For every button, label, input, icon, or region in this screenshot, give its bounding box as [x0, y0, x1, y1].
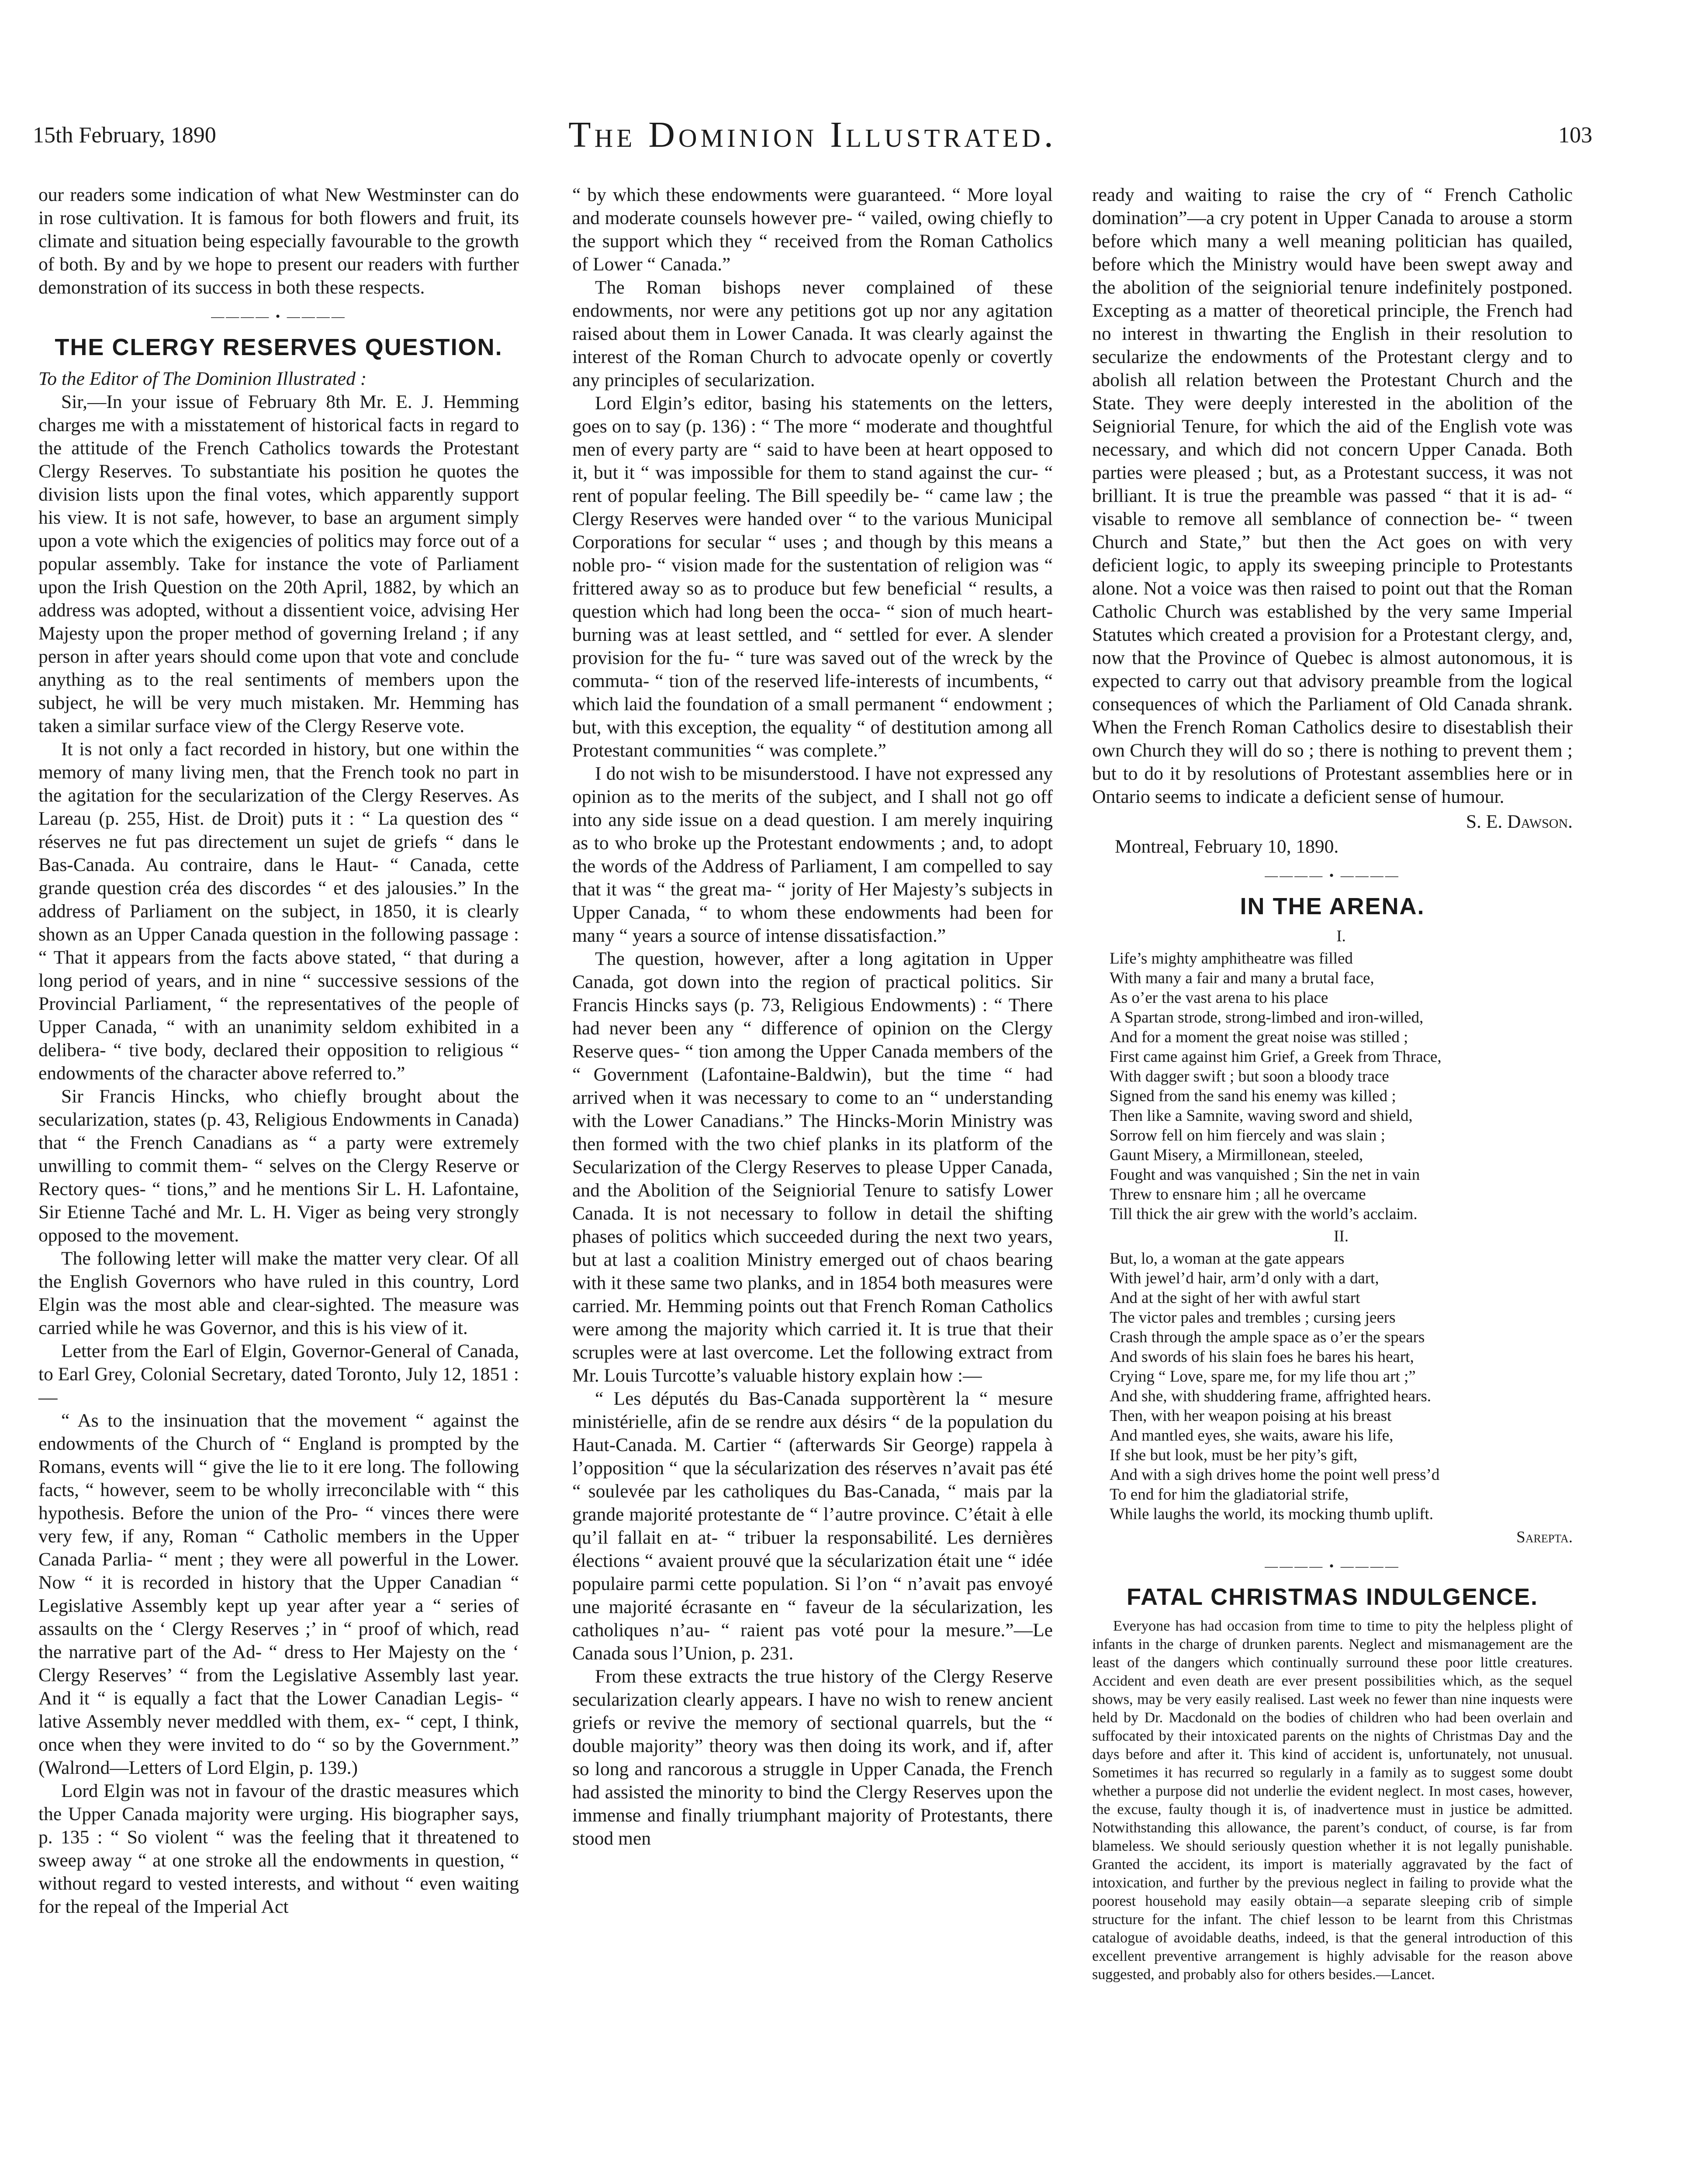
clergy-paragraph: Sir,—In your issue of February 8th Mr. E. J. Hemming charges me with a misstatement of historical facts in regard to the attitude of the French Catholics towards the Protestant Clergy Reserves. To substantiate his position he quotes the division lists upon the final votes, which apparently support his view. It is not safe, however, to base an argument simply upon a vote which the exigencies of politics may force out of a popular assembly. Take for instance the vote of Parliament upon the Irish Question on the 20th April, 1882, by which an address was adopted, without a dissentient voice, advising Her Majesty upon the proper method of governing Ireland ; if any person in after years should come upon that vote and conclude anything as to the real sentiments of members upon the subject, he will be very much mistaken. Mr. Hemming has taken a similar surface view of the Clergy Reserve vote.: [38, 391, 519, 736]
poem-line: Gaunt Misery, a Mirmillonean, steeled,: [1110, 1146, 1363, 1164]
clergy-salutation: To the Editor of The Dominion Illustrated :: [38, 368, 367, 389]
poem-line: A Spartan strode, strong-limbed and iron-willed,: [1110, 1009, 1424, 1026]
poem-line: As o’er the vast arena to his place: [1110, 989, 1328, 1007]
column-2: [572, 183, 1053, 1850]
christmas-article: [1092, 1617, 1573, 1984]
clergy-paragraph: The question, however, after a long agitation in Upper Canada, got down into the region of practical politics. Sir Francis Hincks says (p. 73, Religious Endowments) : “ There had never been any “ difference of opinion on the Clergy Reserve ques- “ tion among the Upper Canada members of the “ Government (Lafontaine-Baldwin), but the time “ had arrived when it was necessary to come to an “ understanding with the Lower Canadians.” The Hincks-Morin Ministry was then formed with the two chief planks in its platform of the Secularization of the Clergy Reserves to please Upper Canada, and the Abolition of the Seigniorial Tenure to satisfy Lower Canada. It is not necessary to follow in detail the shifting phases of politics which succeeded during the next two years, but at last a coalition Ministry emerged out of chaos bearing with it these same two planks, and in 1854 both measures were carried. Mr. Hemming points out that French Roman Catholics were among the majority which carried it. It is true that their scruples were at last overcome. Let the following extract from Mr. Louis Turcotte’s valuable history explain how :—: [572, 948, 1053, 1386]
section-divider: ———— • ————: [1265, 868, 1400, 883]
masthead: [33, 114, 1592, 162]
intro-paragraph: our readers some indication of what New Westminster can do in rose cultivation. It is famous for both flowers and fruit, its climate and situation being especially favourable to the growth of both. By and by we hope to present our readers with further demonstration of its success in both these respects.: [38, 184, 519, 298]
poem-line: With jewel’d hair, arm’d only with a dart,: [1110, 1269, 1379, 1287]
clergy-paragraph: From these extracts the true history of the Clergy Reserve secularization clearly appears. I have no wish to renew ancient griefs or revive the memory of sectional quarrels, but the “ double majority” theory was then doing its work, and if, after so long and rancorous a struggle in Upper Canada, the French had assisted the minority to bind the Clergy Reserves upon the immense and finally triumphant majority of Protestants, there stood men: [572, 1666, 1053, 1849]
poem-line: With many a fair and many a brutal face,: [1110, 969, 1374, 987]
poem-line: And at the sight of her with awful start: [1110, 1289, 1360, 1307]
christmas-paragraph: Everyone has had occasion from time to time to pity the helpless plight of infants in the charge of drunken parents. Neglect and mismanagement are the least of the dangers which continually surround these poor little creatures. Accident and even death are ever present possibilities which, as the sequel shows, may be very easily realised. Last week no fewer than nine inquests were held by Dr. Macdonald on the bodies of children who had been overlain and suffocated by their intoxicated parents on the nights of Christmas Day and the days before and after it. This kind of accident is, unfortunately, not unusual. Sometimes it has recurred so regularly in a family as to suggest some doubt whether a purpose did not underlie the evident neglect. In most cases, however, the excuse, faulty though it is, of inadvertence must in justice be admitted. Notwithstanding this allowance, the parent’s conduct, of course, is far from blameless. We should seriously question whether it is not legally punishable. Granted the accident, its import is materially aggravated by the fact of intoxication, and further by the previous neglect in failing to provide what the poorest household may easily obtain—a separate sleeping crib of simple structure for the infant. The chief lesson to be learnt from this Christmas catalogue of avoidable deaths, indeed, is that the general introduction of this excellent preventive arrangement is highly advisable for the reason above suggested, and probably also for others besides.—Lancet.: [1092, 1618, 1573, 1983]
clergy-quote: “ As to the insinuation that the movement “ against the endowments of the Church of “ England is prompted by the Romans, events will “ give the lie to it ere long. The following facts, “ however, seem to be wholly irreconcilable with “ this hypothesis. Before the union of the Pro- “ vinces there were very few, if any, Roman “ Catholic members in the Upper Canada Parlia- “ ment ; they were all powerful in the Lower. Now “ it is recorded in history that the Upper Canadian “ Legislative Assembly kept up year after year a “ series of assaults on the ‘ Clergy Reserves ;’ in “ proof of which, read the narrative part of the Ad- “ dress to Her Majesty on the ‘ Clergy Reserves’ “ from the Legislative Assembly last year. And it “ is equally a fact that the Lower Canadian Legis- “ lative Assembly never meddled with them, ex- “ cept, I think, once when they were invited to do “ so by the Government.” (Walrond—Letters of Lord Elgin, p. 139.): [38, 1410, 519, 1778]
clergy-quote: “ by which these endowments were guaranteed. “ More loyal and moderate counsels however pre- “ vailed, owing chiefly to the support which they “ received from the Roman Catholics of Lower “ Canada.”: [572, 184, 1053, 275]
poem-line: Crash through the ample space as o’er the spears: [1110, 1328, 1425, 1346]
arena-heading: IN THE ARENA.: [1240, 893, 1425, 919]
column-1: [38, 183, 519, 1918]
poem-line: Threw to ensnare him ; all he overcame: [1110, 1185, 1366, 1203]
clergy-paragraph: The Roman bishops never complained of these endowments, nor were any petitions got up nor any agitation raised about them in Lower Canada. It was clearly against the interest of the Roman Church to advocate openly or covertly any principles of secularization.: [572, 277, 1053, 390]
clergy-paragraph: The following letter will make the matter very clear. Of all the English Governors who have ruled in this country, Lord Elgin was the most able and clear-sighted. The measure was carried while he was Governor, and this is his view of it.: [38, 1248, 519, 1338]
clergy-paragraph: ready and waiting to raise the cry of “ French Catholic domination”—a cry potent in Upper Canada to arouse a storm before which many a well meaning politician has quailed, before which the Ministry would have been swept away and the abolition of the seigniorial tenure indefinitely postponed. Excepting as a matter of theoretical principle, the French had no interest in thwarting the English in their resolution to secularize the endowments of the Protestant clergy and to abolish all relation between the Protestant Church and the State. They were deeply interested in the abolition of the Seigniorial Tenure, for which the aid of the English vote was necessary, and which did not concern Upper Canada. Both parties were pleased ; but, as a Protestant success, it was not brilliant. It is true the preamble was passed “ that it is ad- “ visable to remove all semblance of connection be- “ tween Church and State,” but then the Act goes on with very deficient logic, to apply its sweeping principle to Protestants alone. Not a voice was then raised to point out that the Roman Catholic Church was established by the very same Imperial Statutes which created a provision for a Protestant clergy, and, now that the Province of Quebec is almost autonomous, it is expected to carry out that advisory preamble from the logical consequences of which the Parliament of Old Canada shrank. When the French Roman Catholics desire to disestablish their own Church they will do so ; there is nothing to prevent them ; but to do it by resolutions of Protestant assemblies here or in Ontario seems to indicate a deficient sense of humour.: [1092, 184, 1573, 807]
poem-line: If she but look, must be her pity’s gift,: [1110, 1446, 1358, 1464]
poem-line: Then like a Samnite, waving sword and shield,: [1110, 1107, 1413, 1125]
section-divider: ———— • ————: [1265, 1559, 1400, 1573]
arena-poem: [1110, 926, 1573, 1524]
page-number: 103: [1558, 123, 1592, 148]
clergy-paragraph: I do not wish to be misunderstood. I have not expressed any opinion as to the merits of the subject, and I shall not go off into any side issue on a dead question. I am merely inquiring as to who broke up the Protestant endowments ; and, to adopt the words of the Address of Parliament, I am compelled to say that it was “ the great ma- “ jority of Her Majesty’s subjects in Upper Canada, “ to whom these endowments had been for many “ years a source of intense dissatisfaction.”: [572, 763, 1053, 946]
issue-date: 15th February, 1890: [33, 123, 216, 148]
clergy-french-quote: “ Les députés du Bas-Canada supportèrent la “ mesure ministérielle, afin de se rendre aux désirs “ de la population du Haut-Canada. M. Cartier “ (afterwards Sir George) rappela à l’opposition “ que la sécularization des réserves n’avait pas été “ soulevée par les catholiques du Bas-Canada, “ mais par la grande majorité protestante de “ l’autre province. C’était à elle qu’il fallait en at- “ tribuer la responsabilité. Les dernières élections “ avaient prouvé que la sécularization était une “ idée populaire parmi cette population. Si l’on “ n’avait pas envoyé une majorité écrasante en “ faveur de la sécularization, les catholiques n’au- “ raient pas voté pour la mesure.”—Le Canada sous l’Union, p. 231.: [572, 1388, 1053, 1664]
poem-line: Then, with her weapon poising at his breast: [1110, 1407, 1392, 1425]
poem-line: And mantled eyes, she waits, aware his life,: [1110, 1427, 1394, 1444]
poem-line: First came against him Grief, a Greek from Thrace,: [1110, 1048, 1442, 1066]
clergy-paragraph: Letter from the Earl of Elgin, Governor-General of Canada, to Earl Grey, Colonial Secretary, dated Toronto, July 12, 1851 :—: [38, 1341, 519, 1408]
clergy-heading: THE CLERGY RESERVES QUESTION.: [55, 334, 503, 360]
section-divider: ———— • ————: [211, 309, 346, 324]
poem-line: Signed from the sand his enemy was killed ;: [1110, 1087, 1396, 1105]
clergy-dateline: Montreal, February 10, 1890.: [1115, 836, 1339, 857]
poem-line: Till thick the air grew with the world’s acclaim.: [1110, 1205, 1418, 1223]
christmas-heading: FATAL CHRISTMAS INDULGENCE.: [1127, 1584, 1538, 1610]
poem-line: With dagger swift ; but soon a bloody trace: [1110, 1068, 1389, 1085]
poem-line: Life’s mighty amphitheatre was filled: [1110, 950, 1353, 968]
poem-line: To end for him the gladiatorial strife,: [1110, 1486, 1349, 1503]
poem-line: The victor pales and trembles ; cursing jeers: [1110, 1309, 1396, 1327]
poem-part-numeral: II.: [1334, 1227, 1349, 1245]
publication-title: The Dominion Illustrated.: [568, 114, 1057, 155]
clergy-paragraph: Lord Elgin was not in favour of the drastic measures which the Upper Canada majority were urging. His biographer says, p. 135 : “ So violent “ was the feeling that it threatened to sweep away “ at one stroke all the endowments in question, “ without regard to vested interests, and without “ even waiting for the repeal of the Imperial Act: [38, 1780, 519, 1917]
clergy-paragraph: Lord Elgin’s editor, basing his statements on the letters, goes on to say (p. 136) : “ The more “ moderate and thoughtful men of every party are “ said to have been at heart opposed to it, but it “ was impossible for them to stand against the cur- “ rent of popular feeling. The Bill speedily be- “ came law ; the Clergy Reserves were handed over “ to the various Municipal Corporations for secular “ uses ; and though by this means a noble pro- “ vision made for the sustentation of religion was “ frittered away so as to produce but few beneficial “ results, a question which had long been the occa- “ sion of much heart-burning was at least settled, and “ settled for ever. A slender provision for the fu- “ ture was saved out of the wreck by the commuta- “ tion of the reserved life-interests of incumbents, “ which laid the foundation of a small permanent “ endowment ; but, with this exception, the equality “ of destitution among all Protestant communities “ was complete.”: [572, 393, 1053, 761]
clergy-paragraph: Sir Francis Hincks, who chiefly brought about the secularization, states (p. 43, Religious Endowments in Canada) that “ the French Canadians as “ a party were extremely unwilling to commit them- “ selves on the Clergy Reserve or Rectory ques- “ tions,” and he mentions Sir L. H. Lafontaine, Sir Etienne Taché and Mr. L. H. Viger as being very strongly opposed to the movement.: [38, 1086, 519, 1246]
poem-line: But, lo, a woman at the gate appears: [1110, 1250, 1345, 1268]
arena-signature: Sarepta.: [1516, 1528, 1573, 1546]
poem-line: While laughs the world, its mocking thumb uplift.: [1110, 1505, 1433, 1523]
poem-line: And swords of his slain foes he bares his heart,: [1110, 1348, 1414, 1366]
poem-line: Crying “ Love, spare me, for my life thou art ;”: [1110, 1368, 1416, 1386]
clergy-signature: S. E. Dawson.: [1466, 811, 1573, 832]
column-3: [1092, 183, 1573, 1984]
clergy-paragraph: It is not only a fact recorded in history, but one within the memory of many living men, that the French took no part in the agitation for the secularization of the Clergy Reserves. As Lareau (p. 255, Hist. de Droit) puts it : “ La question des “ réserves ne fut pas directement un sujet de griefs “ dans le Bas-Canada. Au contraire, dans le Haut- “ Canada, cette grande question créa des discordes “ et des jalousies.” In the address of Parliament on the subject, in 1850, it is clearly shown as an Upper Canada question in the following passage : “ That it appears from the facts above stated, “ that during a long period of years, and in nine “ successive sessions of the Provincial Parliament, “ the representatives of the people of Upper Canada, “ with an unanimity seldom exhibited in a delibera- “ tive body, declared their opposition to religious “ endowments of the character above referred to.”: [38, 739, 519, 1084]
poem-line: And for a moment the great noise was stilled ;: [1110, 1028, 1408, 1046]
poem-part-numeral: I.: [1336, 927, 1346, 945]
poem-line: And she, with shuddering frame, affrighted hears.: [1110, 1387, 1432, 1405]
poem-line: Sorrow fell on him fiercely and was slain ;: [1110, 1127, 1385, 1144]
poem-line: And with a sigh drives home the point well press’d: [1110, 1466, 1440, 1484]
poem-line: Fought and was vanquished ; Sin the net in vain: [1110, 1166, 1420, 1184]
